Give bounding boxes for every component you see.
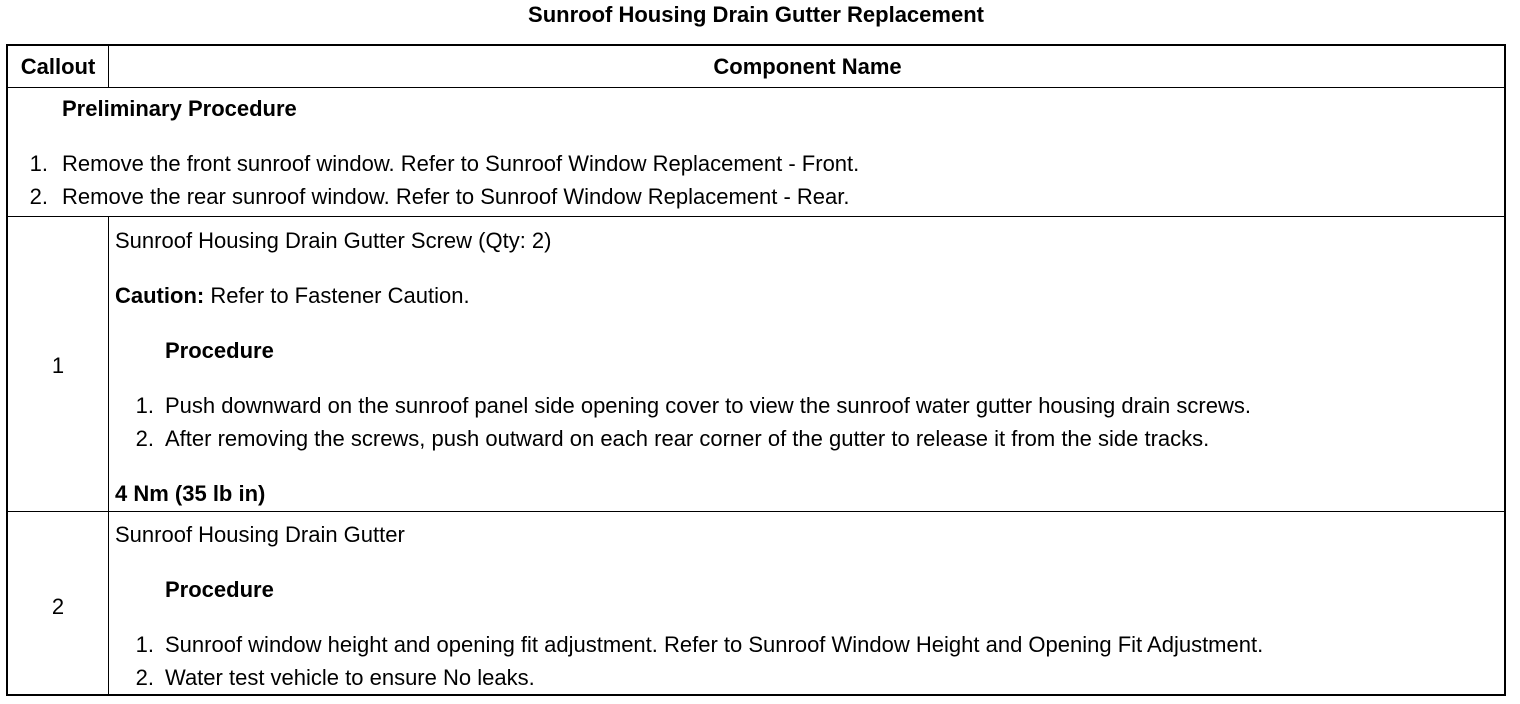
row-1-component-name: Sunroof Housing Drain Gutter Screw (Qty: 2) (115, 228, 552, 253)
header-row-divider (8, 87, 1504, 88)
row-1-step-1-number: 1. (135, 393, 154, 418)
row-2-step-1-text: Sunroof window height and opening fit adjustment. Refer to Sunroof Window Height and Opening Fit Adjustment. (165, 632, 1264, 657)
preliminary-step-1-number: 1. (29, 151, 48, 176)
row-2-step-2-text: Water test vehicle to ensure No leaks. (165, 665, 535, 690)
row-2-callout: 2 (51, 594, 65, 619)
row-1-caution-text: Refer to Fastener Caution. (204, 283, 470, 308)
row-1-callout: 1 (51, 353, 65, 378)
header-callout: Callout (20, 54, 96, 79)
row-1-procedure-heading: Procedure (165, 338, 274, 363)
row-1-callout-divider (108, 217, 109, 512)
row-1-caution (115, 283, 470, 309)
row-1-step-2-text: After removing the screws, push outward on each rear corner of the gutter to release it from the side tracks. (165, 426, 1210, 451)
component-table (6, 44, 1506, 696)
row-2-callout-divider (108, 512, 109, 696)
document-title: Sunroof Housing Drain Gutter Replacement (528, 2, 984, 27)
row-2-procedure-heading: Procedure (165, 577, 274, 602)
preliminary-row-divider (8, 216, 1504, 217)
preliminary-step-2-number: 2. (29, 184, 48, 209)
row-1-divider (8, 511, 1504, 512)
preliminary-step-2-text: Remove the rear sunroof window. Refer to Sunroof Window Replacement - Rear. (62, 184, 850, 209)
preliminary-heading: Preliminary Procedure (62, 96, 297, 121)
row-2-step-1-number: 1. (135, 632, 154, 657)
row-1-step-2-number: 2. (135, 426, 154, 451)
row-1-caution-label: Caution: (115, 283, 205, 308)
row-2-step-2-number: 2. (135, 665, 154, 690)
preliminary-step-1-text: Remove the front sunroof window. Refer to Sunroof Window Replacement - Front. (62, 151, 860, 176)
row-1-torque: 4 Nm (35 lb in) (115, 481, 266, 506)
row-2-component-name: Sunroof Housing Drain Gutter (115, 522, 405, 547)
row-1-step-1-text: Push downward on the sunroof panel side opening cover to view the sunroof water gutter housing drain screws. (165, 393, 1251, 418)
header-component-name: Component Name (713, 54, 902, 79)
header-divider-vertical (108, 46, 109, 88)
